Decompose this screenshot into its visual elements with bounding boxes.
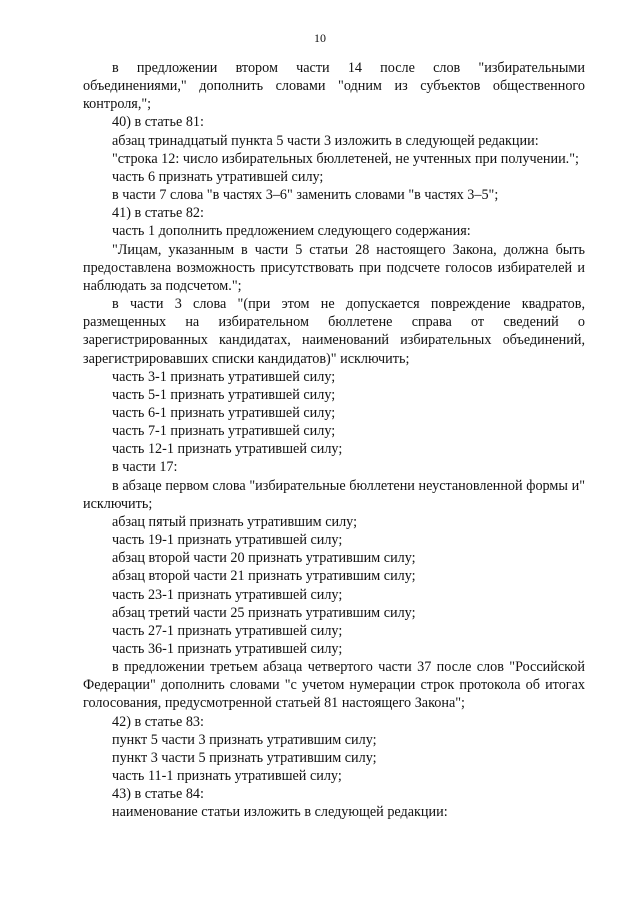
paragraph: 43) в статье 84: xyxy=(112,786,204,803)
paragraph: абзац второй части 20 признать утратившим силу; xyxy=(112,550,416,567)
paragraph: 40) в статье 81: xyxy=(112,114,204,131)
paragraph: часть 1 дополнить предложением следующего содержания: xyxy=(112,223,471,240)
paragraph: в части 3 слова "(при этом не допускается повреждение квадратов, размещенных на избирательном бюллетене справа от сведений о зарегистрированных кандидатах, наименований избирательных объединений, зарегистрировавших списки кандидатов)" исключить; xyxy=(83,296,585,367)
paragraph: часть 6-1 признать утратившей силу; xyxy=(112,404,336,421)
paragraph: "строка 12: число избирательных бюллетеней, не учтенных при получении."; xyxy=(112,150,579,167)
paragraph: "Лицам, указанным в части 5 статьи 28 настоящего Закона, должна быть предоставлена возможность присутствовать при подсчете голосов избирателей и наблюдать за подсчетом."; xyxy=(83,241,585,294)
paragraph: 41) в статье 82: xyxy=(112,205,204,222)
paragraph: часть 6 признать утратившей силу; xyxy=(112,168,324,185)
paragraph: пункт 3 части 5 признать утратившим силу; xyxy=(112,749,377,766)
paragraph: часть 27-1 признать утратившей силу; xyxy=(112,622,343,639)
paragraph: пункт 5 части 3 признать утратившим силу; xyxy=(112,731,377,748)
paragraph: в предложении третьем абзаца четвертого части 37 после слов "Российской Федерации" дополнить словами "с учетом нумерации строк протокола об итогах голосования, предусмотренной статьей 81 настоящего Закона"; xyxy=(83,659,585,712)
paragraph: абзац третий части 25 признать утратившим силу; xyxy=(112,604,416,621)
paragraph: часть 5-1 признать утратившей силу; xyxy=(112,386,336,403)
paragraph: в абзаце первом слова "избирательные бюллетени неустановленной формы и" исключить; xyxy=(83,477,585,512)
paragraph: часть 7-1 признать утратившей силу; xyxy=(112,423,336,440)
paragraph: абзац тринадцатый пункта 5 части 3 изложить в следующей редакции: xyxy=(112,132,539,149)
page-number: 10 xyxy=(314,31,326,45)
paragraph: 42) в статье 83: xyxy=(112,713,204,730)
paragraph: в части 17: xyxy=(112,459,178,476)
paragraph: часть 3-1 признать утратившей силу; xyxy=(112,368,336,385)
paragraph: абзац пятый признать утратившим силу; xyxy=(112,513,358,530)
paragraph: в предложении втором части 14 после слов "избирательными объединениями," дополнить словами "одним из субъектов общественного контроля,"; xyxy=(83,60,585,113)
document-body xyxy=(83,59,585,822)
paragraph: абзац второй части 21 признать утратившим силу; xyxy=(112,568,416,585)
paragraph: часть 36-1 признать утратившей силу; xyxy=(112,641,343,657)
paragraph: часть 23-1 признать утратившей силу; xyxy=(112,586,343,603)
paragraph: часть 19-1 признать утратившей силу; xyxy=(112,532,343,549)
paragraph: часть 11-1 признать утратившей силу; xyxy=(112,768,342,785)
paragraph: в части 7 слова "в частях 3–6" заменить словами "в частях 3–5"; xyxy=(112,187,499,204)
paragraph: часть 12-1 признать утратившей силу; xyxy=(112,441,343,458)
paragraph: наименование статьи изложить в следующей редакции: xyxy=(112,804,448,821)
